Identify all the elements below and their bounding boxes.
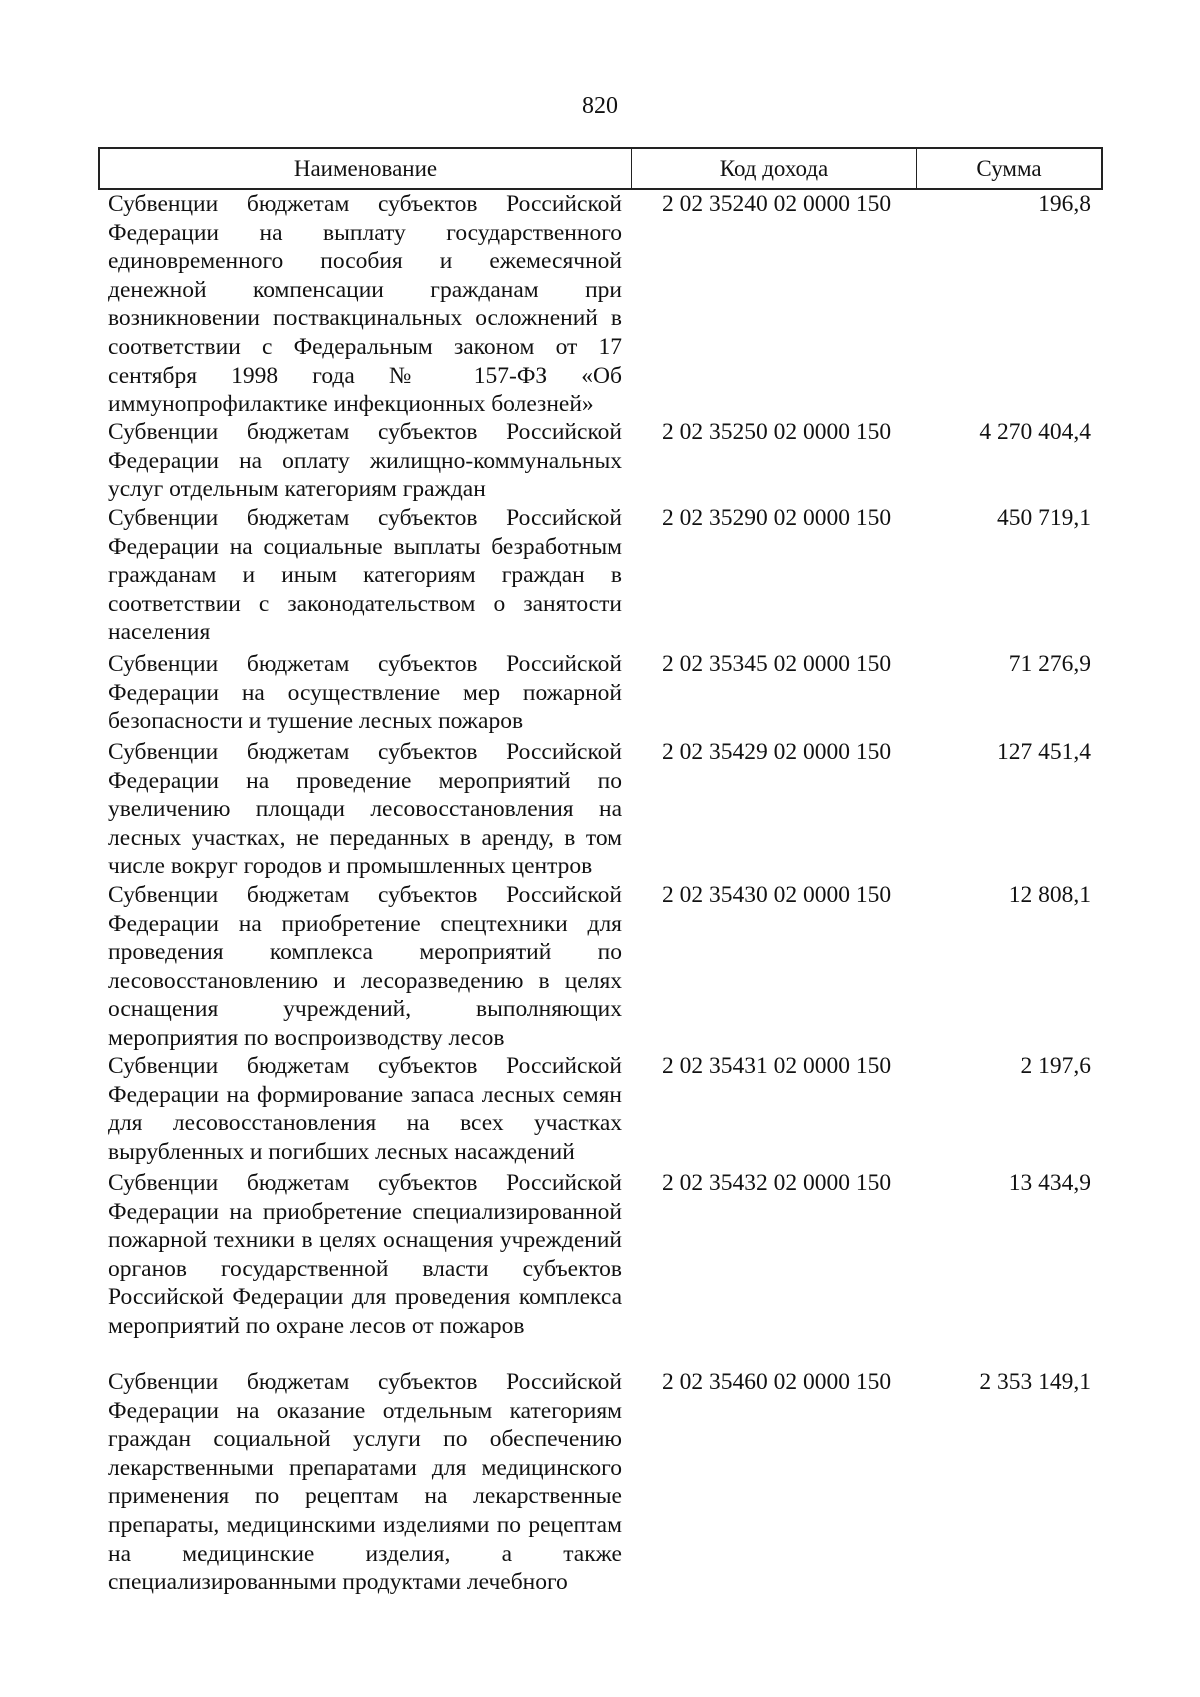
row-name: Субвенции бюджетам субъектов Российской Федерации на осуществление мер пожарной безопасности и тушение лесных пожаров — [108, 651, 622, 735]
row-name: Субвенции бюджетам субъектов Российской Федерации на приобретение специализированной пожарной техники в целях оснащения учреждений органов государственной власти субъектов Российской Федерации для проведения комплекса мероприятий по охране лесов от пожаров — [108, 1170, 622, 1339]
table-row — [98, 1169, 1103, 1368]
table-header — [98, 147, 1103, 190]
row-code: 2 02 35432 02 0000 150 — [662, 1170, 892, 1196]
row-name: Субвенции бюджетам субъектов Российской Федерации на формирование запаса лесных семян для лесовосстановления на всех участках вырубленных и погибших лесных насаждений — [108, 1053, 622, 1165]
row-name: Субвенции бюджетам субъектов Российской Федерации на оплату жилищно-коммунальных услуг отдельным категориям граждан — [108, 419, 622, 503]
header-sum: Сумма — [976, 155, 1042, 181]
table-row — [98, 504, 1103, 650]
table-row — [98, 881, 1103, 1052]
row-code: 2 02 35240 02 0000 150 — [662, 191, 892, 217]
table-row — [98, 650, 1103, 738]
row-code: 2 02 35430 02 0000 150 — [662, 882, 892, 908]
row-code: 2 02 35431 02 0000 150 — [662, 1053, 892, 1079]
row-name: Субвенции бюджетам субъектов Российской Федерации на выплату государственного единовременного пособия и ежемесячной денежной компенсации гражданам при возникновении поствакцинальных осложнений в соответствии с Федеральным законом от 17 сентября 1998 года № 157-ФЗ «Об иммунопрофилактике инфекционных болезней» — [108, 191, 622, 418]
table-row — [98, 418, 1103, 504]
row-name: Субвенции бюджетам субъектов Российской Федерации на социальные выплаты безработным гражданам и иным категориям граждан в соответствии с законодательством о занятости населения — [108, 505, 622, 646]
row-code: 2 02 35429 02 0000 150 — [662, 739, 892, 765]
row-sum: 12 808,1 — [1008, 882, 1091, 908]
row-sum: 13 434,9 — [1008, 1170, 1091, 1196]
row-name: Субвенции бюджетам субъектов Российской Федерации на оказание отдельным категориям граждан социальной услуги по обеспечению лекарственными препаратами для медицинского применения по рецептам на лекарственные препараты, медицинскими изделиями по рецептам на медицинские изделия, а также специализированными продуктами лечебного — [108, 1369, 622, 1596]
header-name: Наименование — [100, 149, 632, 188]
row-sum: 127 451,4 — [997, 739, 1091, 765]
table-row — [98, 1052, 1103, 1169]
row-code: 2 02 35290 02 0000 150 — [662, 505, 892, 531]
row-sum: 2 353 149,1 — [979, 1369, 1091, 1395]
row-sum: 2 197,6 — [1020, 1053, 1091, 1079]
page-number: 820 — [582, 93, 618, 119]
row-code: 2 02 35345 02 0000 150 — [662, 651, 892, 677]
row-sum: 71 276,9 — [1008, 651, 1091, 677]
row-sum: 4 270 404,4 — [979, 419, 1091, 445]
table-row — [98, 190, 1103, 418]
table-row — [98, 1368, 1103, 1628]
table-row — [98, 738, 1103, 881]
header-code: Код дохода — [632, 149, 917, 188]
row-sum: 450 719,1 — [997, 505, 1091, 531]
row-code: 2 02 35250 02 0000 150 — [662, 419, 892, 445]
row-name: Субвенции бюджетам субъектов Российской Федерации на проведение мероприятий по увеличению площади лесовосстановления на лесных участках, не переданных в аренду, в том числе вокруг городов и промышленных центров — [108, 739, 622, 880]
row-name: Субвенции бюджетам субъектов Российской Федерации на приобретение спецтехники для проведения комплекса мероприятий по лесовосстановлению и лесоразведению в целях оснащения учреждений, выполняющих мероприятия по воспроизводству лесов — [108, 882, 622, 1051]
row-sum: 196,8 — [1038, 191, 1091, 217]
table-body — [98, 190, 1103, 1628]
row-code: 2 02 35460 02 0000 150 — [662, 1369, 892, 1395]
